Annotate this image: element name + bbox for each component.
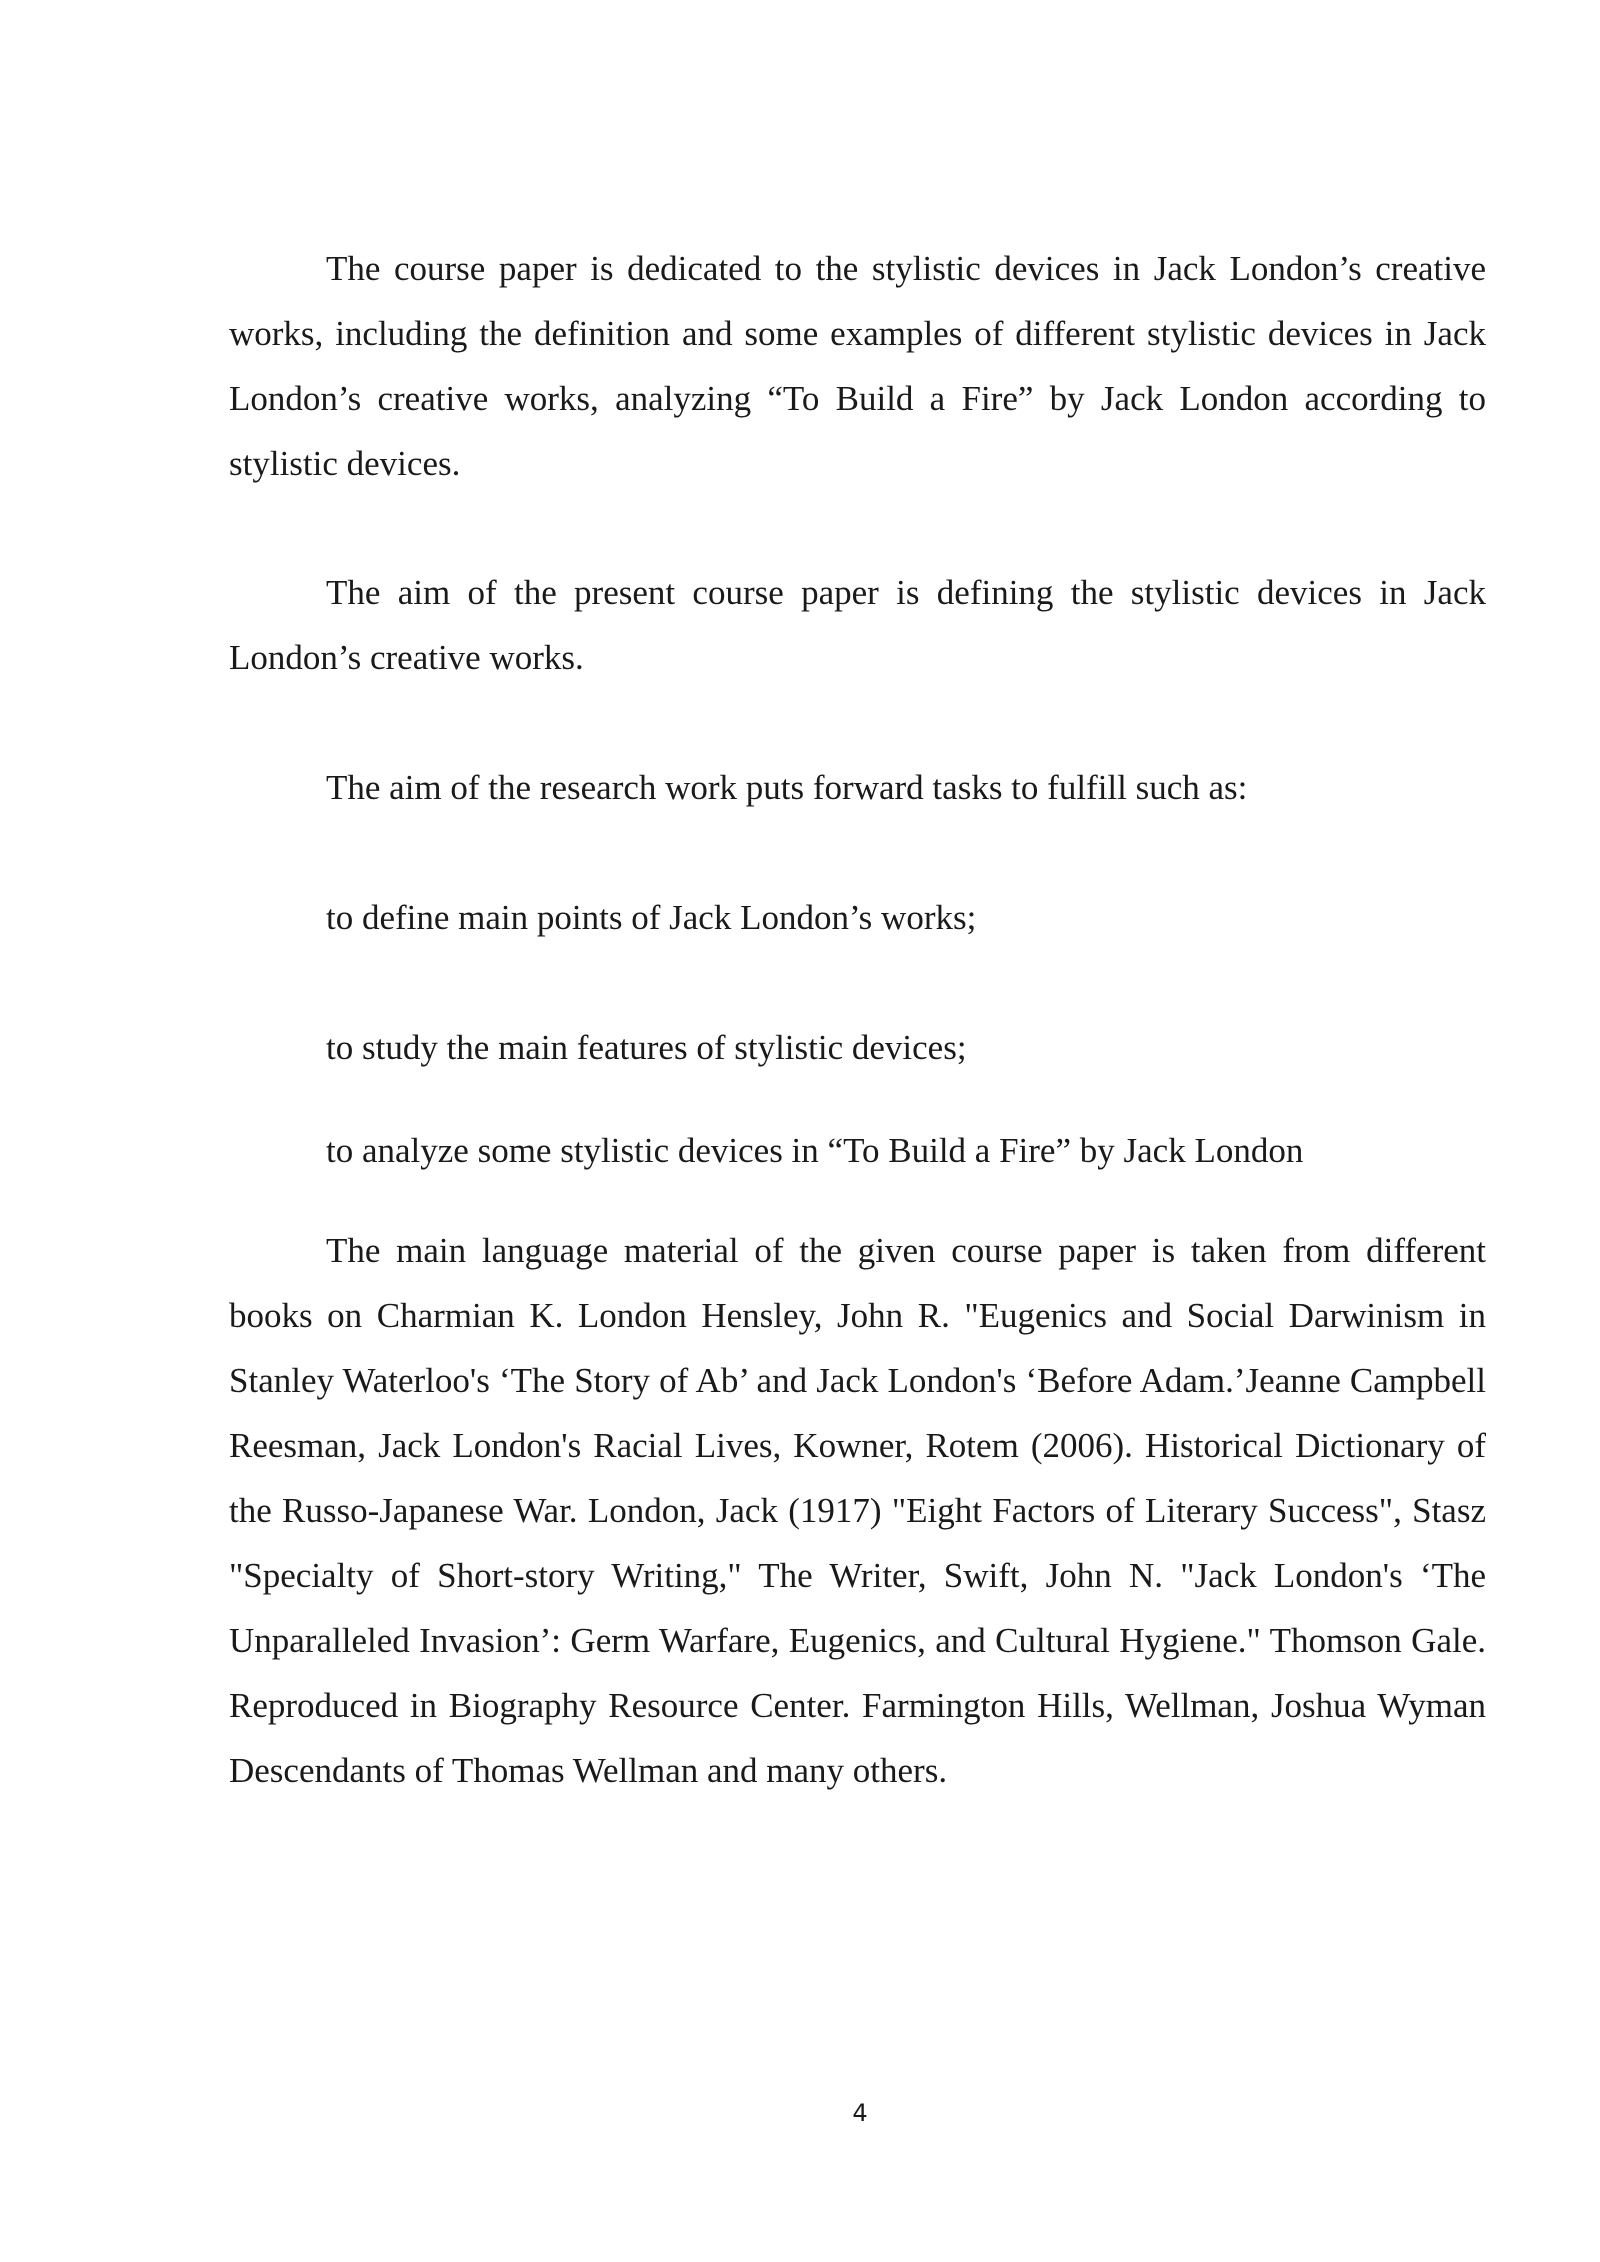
material-paragraph: The main language material of the given course paper is taken from different books on Charmian K. London Hensley, John R. "Eugenics and Social Darwinism in Stanley Waterloo's ‘The Story of Ab’ and Jack London's ‘Before Adam.’Jeanne Campbell Reesman, Jack London's Racial Lives, Kowner, Rotem (2006). Historical Dictionary of the Russo-Japanese War. London, Jack (1917) "Eight Factors of Literary Success", Stasz "Specialty of Short-story Writing," The Writer, Swift, John N. "Jack London's ‘The Unparalleled Invasion’: Germ Warfare, Eugenics, and Cultural Hygiene." Thomson Gale. Reproduced in Biography Resource Center. Farmington Hills, Wellman, Joshua Wyman Descendants of Thomas Wellman and many others. (229, 1231, 1486, 1790)
intro-paragraph: The course paper is dedicated to the stylistic devices in Jack London’s creative works, including the definition and some examples of different stylistic devices in Jack London’s creative works, analyzing “To Build a Fire” by Jack London according to stylistic devices. (229, 249, 1486, 483)
page-number: 4 (852, 2099, 868, 2127)
task-item: to study the main features of stylistic devices; (326, 1028, 967, 1067)
task-item: to define main points of Jack London’s works; (326, 898, 977, 937)
tasks-intro-paragraph: The aim of the research work puts forward tasks to fulfill such as: (326, 768, 1248, 807)
task-item: to analyze some stylistic devices in “To Build a Fire” by Jack London (326, 1131, 1304, 1170)
aim-paragraph: The aim of the present course paper is defining the stylistic devices in Jack London’s creative works. (229, 573, 1486, 677)
